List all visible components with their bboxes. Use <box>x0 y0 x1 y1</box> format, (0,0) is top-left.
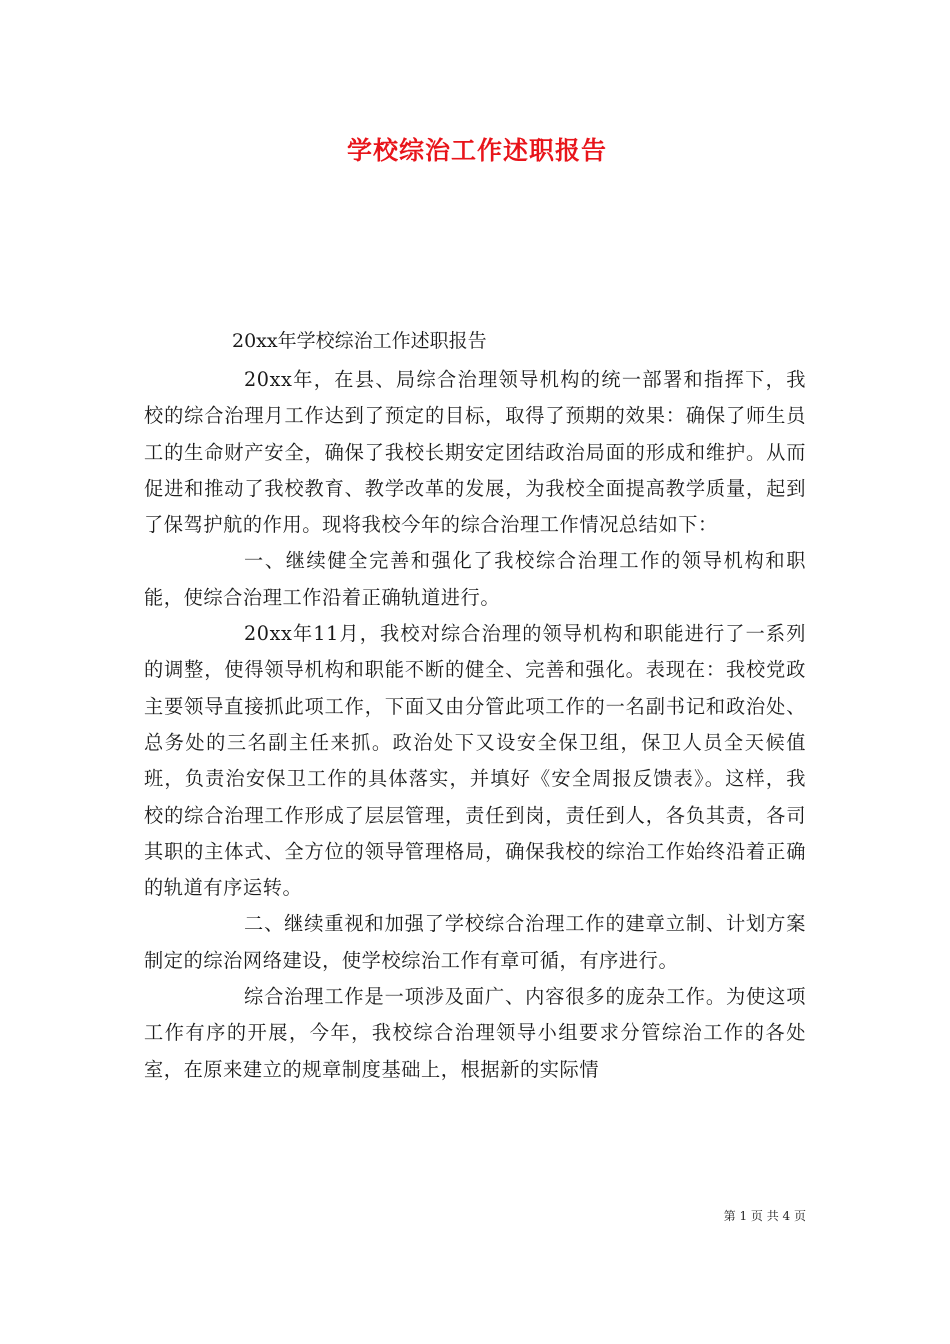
paragraph-section-two-body: 综合治理工作是一项涉及面广、内容很多的庞杂工作。为使这项工作有序的开展，今年，我校综合治理领导小组要求分管综治工作的各处室，在原来建立的规章制度基础上，根据新的实际情 <box>144 985 806 1081</box>
paragraph-section-one-heading: 一、继续健全完善和强化了我校综合治理工作的领导机构和职能，使综合治理工作沿着正确轨道进行。 <box>144 549 806 609</box>
paragraph-intro: 20xx年，在县、局综合治理领导机构的统一部署和指挥下，我校的综合治理月工作达到了预定的目标，取得了预期的效果：确保了师生员工的生命财产安全，确保了我校长期安定团结政治局面的形成和维护。从而促进和推动了我校教育、教学改革的发展，为我校全面提高教学质量，起到了保驾护航的作用。现将我校今年的综合治理工作情况总结如下： <box>144 368 806 537</box>
document-body <box>144 362 806 1088</box>
document-subtitle: 20xx年学校综治工作述职报告 <box>232 330 487 352</box>
page-number-footer: 第 1 页 共 4 页 <box>723 1209 806 1223</box>
document-title: 学校综治工作述职报告 <box>346 136 607 165</box>
paragraph-section-two-heading: 二、继续重视和加强了学校综合治理工作的建章立制、计划方案制定的综治网络建设，使学校综治工作有章可循，有序进行。 <box>144 912 806 972</box>
paragraph-section-one-body: 20xx年11月，我校对综合治理的领导机构和职能进行了一系列的调整，使得领导机构和职能不断的健全、完善和强化。表现在：我校党政主要领导直接抓此项工作，下面又由分管此项工作的一名副书记和政治处、总务处的三名副主任来抓。政治处下又设安全保卫组，保卫人员全天候值班，负责治安保卫工作的具体落实，并填好《安全周报反馈表》。这样，我校的综合治理工作形成了层层管理，责任到岗，责任到人，各负其责，各司其职的主体式、全方位的领导管理格局，确保我校的综治工作始终沿着正确的轨道有序运转。 <box>144 622 806 900</box>
